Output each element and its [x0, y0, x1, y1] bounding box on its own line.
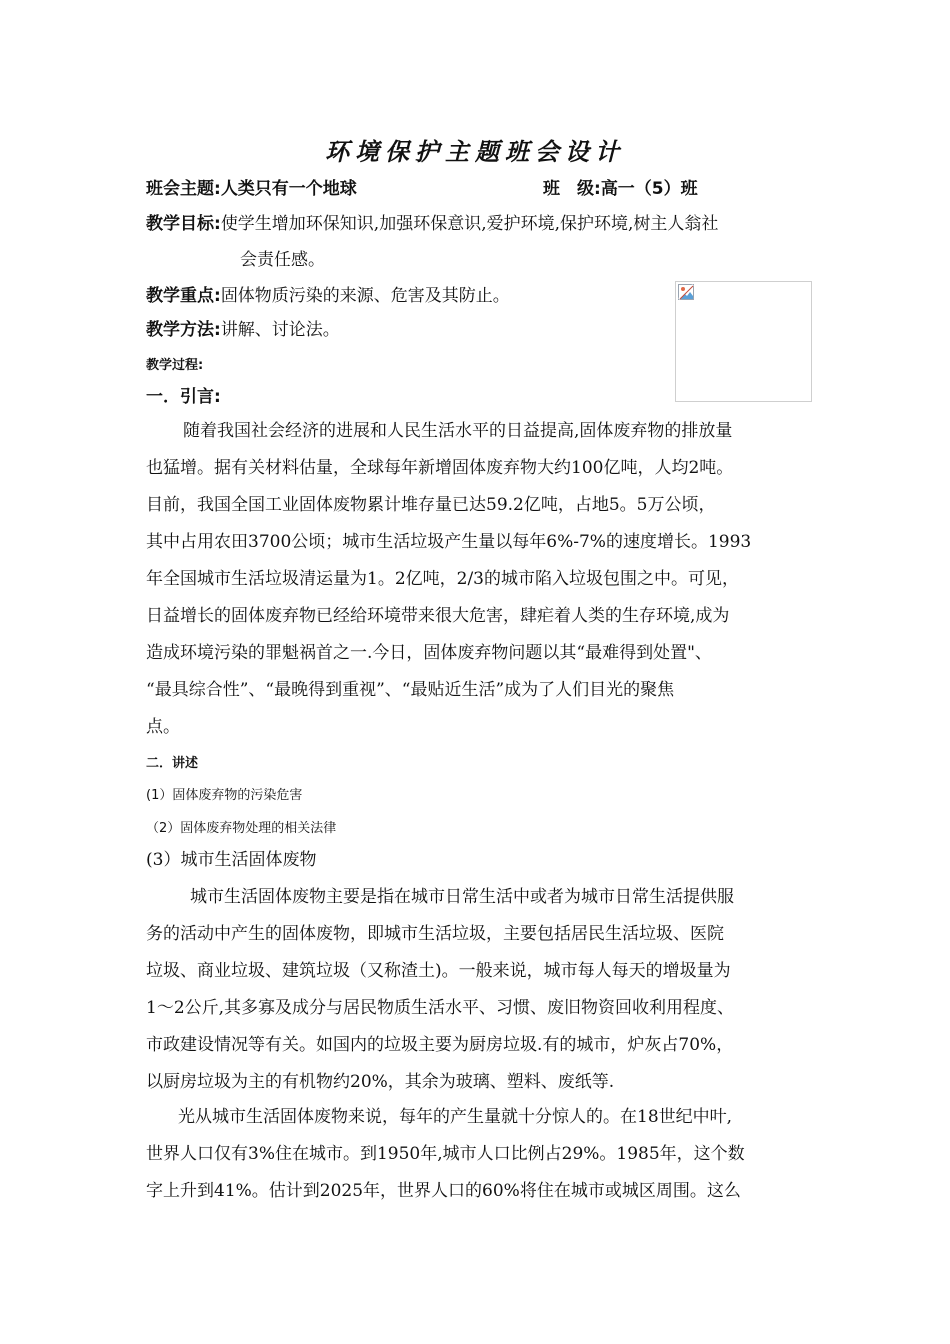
- process-label: 教学过程:: [146, 358, 204, 373]
- para1-line: 务的活动中产生的固体废物，即城市生活垃圾，主要包括居民生活垃圾、医院: [146, 924, 724, 944]
- class-label: 班 级:: [543, 179, 601, 199]
- section1-line: 日益增长的固体废弃物已经给环境带来很大危害，肆疟着人类的生存环境,成为: [146, 606, 730, 626]
- goal-text-line2: 会责任感。: [240, 250, 325, 270]
- section1-line: 其中占用农田3700公顷；城市生活垃圾产生量以每年6%-7%的速度增长。1993: [146, 532, 752, 552]
- theme-label: 班会主题:: [146, 179, 221, 199]
- section1-line: 也猛增。据有关材料估量，全球每年新增固体废弃物大约100亿吨，人均2吨。: [146, 458, 734, 478]
- section2-item-1: (1）固体废弃物的污染危害: [146, 788, 303, 803]
- image-placeholder: [675, 281, 812, 402]
- theme-value: 人类只有一个地球: [220, 179, 357, 199]
- section1-line: 随着我国社会经济的进展和人民生活水平的日益提高,固体废弃物的排放量: [183, 421, 733, 441]
- para1-line: 1～2公斤,其多寡及成分与居民物质生活水平、习惯、废旧物资回收利用程度、: [146, 998, 735, 1018]
- section1-line: “最具综合性”、“最晚得到重视”、“最贴近生活”成为了人们目光的聚焦: [146, 680, 675, 700]
- section1-line: 目前，我国全国工业固体废物累计堆存量已达59.2亿吨，占地5。5万公顷，: [146, 495, 716, 515]
- section1-line: 点。: [146, 717, 180, 737]
- para1-line: 以厨房垃圾为主的有机物约20%，其余为玻璃、塑料、废纸等.: [146, 1072, 615, 1092]
- method-label: 教学方法:: [146, 320, 221, 340]
- para2-line: 字上升到41%。估计到2025年，世界人口的60%将住在城市或城区周围。这么: [146, 1181, 741, 1201]
- section1-line: 造成环境污染的罪魁祸首之一.今日，固体废弃物问题以其“最难得到处置"、: [146, 643, 712, 663]
- para1-line: 市政建设情况等有关。如国内的垃圾主要为厨房垃圾.有的城市，炉灰占70%，: [146, 1035, 734, 1055]
- broken-image-icon: [678, 284, 694, 300]
- focus-value: 固体物质污染的来源、危害及其防止。: [220, 286, 510, 306]
- para2-line: 光从城市生活固体废物来说，每年的产生量就十分惊人的。在18世纪中叶,: [178, 1107, 733, 1127]
- class-value: 高一（5）班: [600, 179, 698, 199]
- class-row: [543, 177, 803, 201]
- section2-heading: 二．讲述: [146, 756, 199, 771]
- para1-line: 垃圾、商业垃圾、建筑垃圾（又称渣土)。一般来说，城市每人每天的增圾量为: [146, 961, 731, 981]
- section2-item-2: （2）固体废弃物处理的相关法律: [146, 821, 337, 836]
- para1-line: 城市生活固体废物主要是指在城市日常生活中或者为城市日常生活提供服: [190, 887, 734, 907]
- document-title: 环境保护主题班会设计: [325, 137, 625, 166]
- goal-row: [146, 212, 816, 236]
- method-value: 讲解、讨论法。: [220, 320, 340, 340]
- focus-label: 教学重点:: [146, 286, 221, 306]
- para2-line: 世界人口仅有3%住在城市。到1950年,城市人口比例占29%。1985年，这个数: [146, 1144, 745, 1164]
- section1-heading: 一．引言:: [146, 387, 221, 407]
- goal-text-line1: 使学生增加环保知识,加强环保意识,爱护环境,保护环境,树主人翁社: [220, 214, 719, 234]
- section2-item-3: (3）城市生活固体废物: [146, 850, 317, 870]
- section1-line: 年全国城市生活垃圾清运量为1。2亿吨，2/3的城市陷入垃圾包围之中。可见，: [146, 569, 739, 589]
- goal-label: 教学目标:: [146, 214, 221, 234]
